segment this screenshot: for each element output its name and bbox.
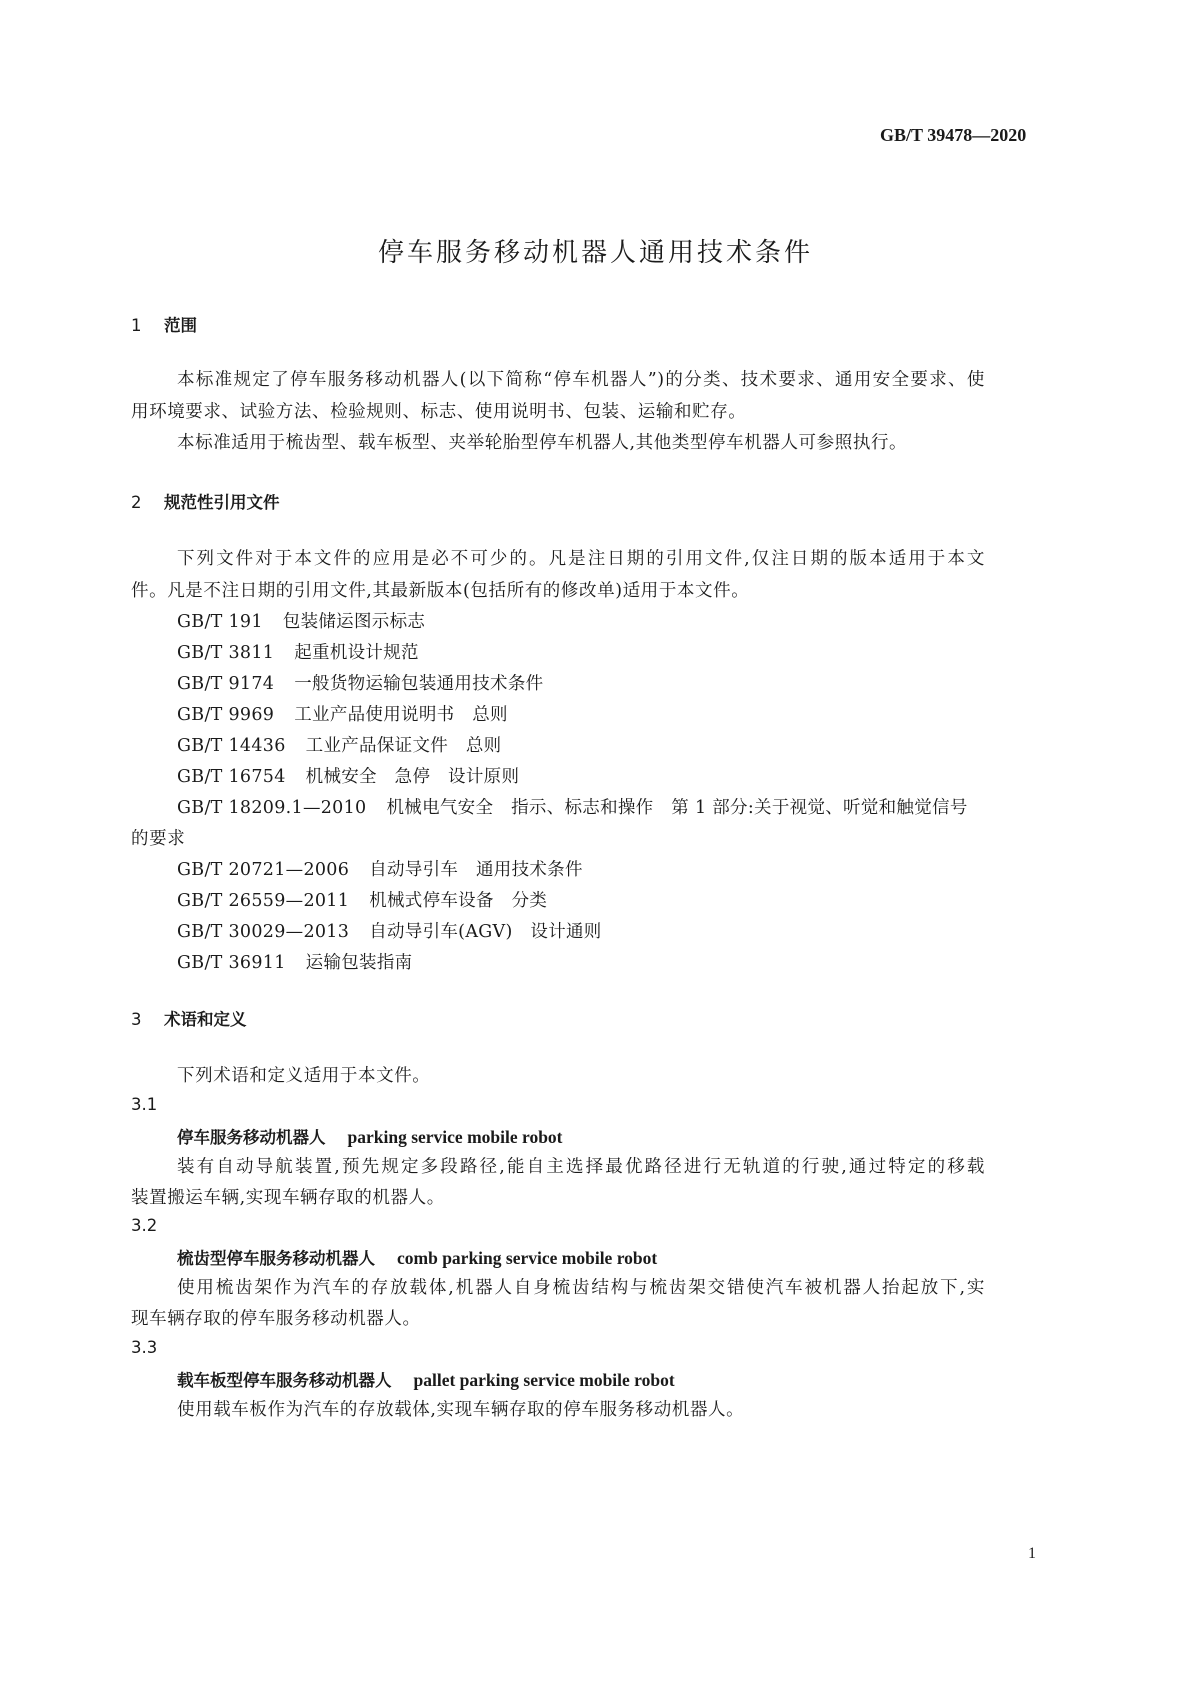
reference-item	[177, 639, 419, 664]
term-number: 3.1	[131, 1095, 158, 1114]
term-name-zh: 载车板型停车服务移动机器人	[177, 1371, 392, 1390]
definition-line: 装有自动导航装置,预先规定多段路径,能自主选择最优路径进行无轨道的行驶,通过特定的移载	[177, 1157, 985, 1177]
reference-code: GB/T 30029—2013	[177, 922, 350, 942]
reference-item	[177, 608, 425, 633]
paragraph-line: 下列文件对于本文件的应用是必不可少的。凡是注日期的引用文件,仅注日期的版本适用于本文	[177, 549, 985, 569]
reference-item	[177, 701, 508, 726]
section-1-heading	[131, 312, 197, 336]
reference-code: GB/T 26559—2011	[177, 891, 350, 911]
reference-item	[177, 732, 501, 757]
section-2-heading	[131, 489, 280, 513]
reference-code: GB/T 3811	[177, 643, 275, 663]
reference-item	[177, 887, 547, 912]
reference-code: GB/T 20721—2006	[177, 860, 350, 880]
definition-line: 装置搬运车辆,实现车辆存取的机器人。	[131, 1188, 445, 1208]
reference-item	[177, 856, 583, 881]
reference-title: 机械电气安全 指示、标志和操作 第 1 部分:关于视觉、听觉和触觉信号	[386, 798, 968, 818]
reference-title: 包装储运图示标志	[282, 612, 426, 632]
paragraph-line: 用环境要求、试验方法、检验规则、标志、使用说明书、包装、运输和贮存。	[131, 402, 747, 422]
paragraph-line: 本标准适用于梳齿型、载车板型、夹举轮胎型停车机器人,其他类型停车机器人可参照执行。	[177, 433, 908, 453]
term-name	[177, 1124, 563, 1148]
paragraph-line: 本标准规定了停车服务移动机器人(以下简称“停车机器人”)的分类、技术要求、通用安全要求、使	[177, 370, 985, 390]
paragraph-line: 件。凡是不注日期的引用文件,其最新版本(包括所有的修改单)适用于本文件。	[131, 581, 750, 601]
reference-code: GB/T 36911	[177, 953, 286, 973]
reference-title: 机械式停车设备 分类	[369, 891, 548, 911]
term-name-en: pallet parking service mobile robot	[413, 1370, 675, 1390]
term-name-zh: 停车服务移动机器人	[177, 1128, 326, 1147]
definition-line: 现车辆存取的停车服务移动机器人。	[131, 1309, 421, 1329]
page-number: 1	[1028, 1545, 1036, 1562]
definition-line: 使用梳齿架作为汽车的存放载体,机器人自身梳齿结构与梳齿架交错使汽车被机器人抬起放下,实	[177, 1278, 985, 1298]
reference-code: GB/T 14436	[177, 736, 286, 756]
reference-item	[177, 763, 519, 788]
definition-line: 使用载车板作为汽车的存放载体,实现车辆存取的停车服务移动机器人。	[177, 1400, 745, 1420]
reference-title: 一般货物运输包装通用技术条件	[294, 674, 544, 694]
term-number: 3.2	[131, 1216, 158, 1235]
section-number: 1	[131, 316, 142, 335]
section-title: 术语和定义	[164, 1010, 247, 1029]
reference-code: GB/T 16754	[177, 767, 286, 787]
paragraph-line: 下列术语和定义适用于本文件。	[177, 1066, 431, 1086]
reference-item	[177, 949, 412, 974]
term-name-en: parking service mobile robot	[347, 1127, 563, 1147]
reference-continuation: 的要求	[131, 829, 186, 849]
reference-item	[177, 918, 602, 943]
section-3-heading	[131, 1006, 247, 1030]
section-number: 2	[131, 493, 142, 512]
reference-title: 工业产品使用说明书 总则	[294, 705, 508, 725]
document-title: 停车服务移动机器人通用技术条件	[377, 238, 813, 268]
reference-title: 自动导引车 通用技术条件	[369, 860, 583, 880]
term-number: 3.3	[131, 1338, 158, 1357]
standard-number: GB/T 39478—2020	[880, 125, 1027, 145]
reference-title: 工业产品保证文件 总则	[305, 736, 502, 756]
term-name	[177, 1367, 675, 1391]
section-title: 规范性引用文件	[164, 493, 280, 512]
reference-code: GB/T 191	[177, 612, 263, 632]
reference-item	[177, 670, 543, 695]
reference-code: GB/T 18209.1—2010	[177, 798, 367, 818]
reference-item	[177, 794, 968, 819]
term-name	[177, 1245, 657, 1269]
reference-title: 机械安全 急停 设计原则	[305, 767, 520, 787]
section-number: 3	[131, 1010, 142, 1029]
section-title: 范围	[164, 316, 197, 335]
term-name-zh: 梳齿型停车服务移动机器人	[177, 1249, 375, 1268]
reference-code: GB/T 9174	[177, 674, 275, 694]
reference-title: 运输包装指南	[305, 953, 413, 973]
reference-code: GB/T 9969	[177, 705, 275, 725]
reference-title: 自动导引车(AGV) 设计通则	[369, 922, 602, 942]
term-name-en: comb parking service mobile robot	[397, 1248, 658, 1268]
reference-title: 起重机设计规范	[294, 643, 419, 663]
